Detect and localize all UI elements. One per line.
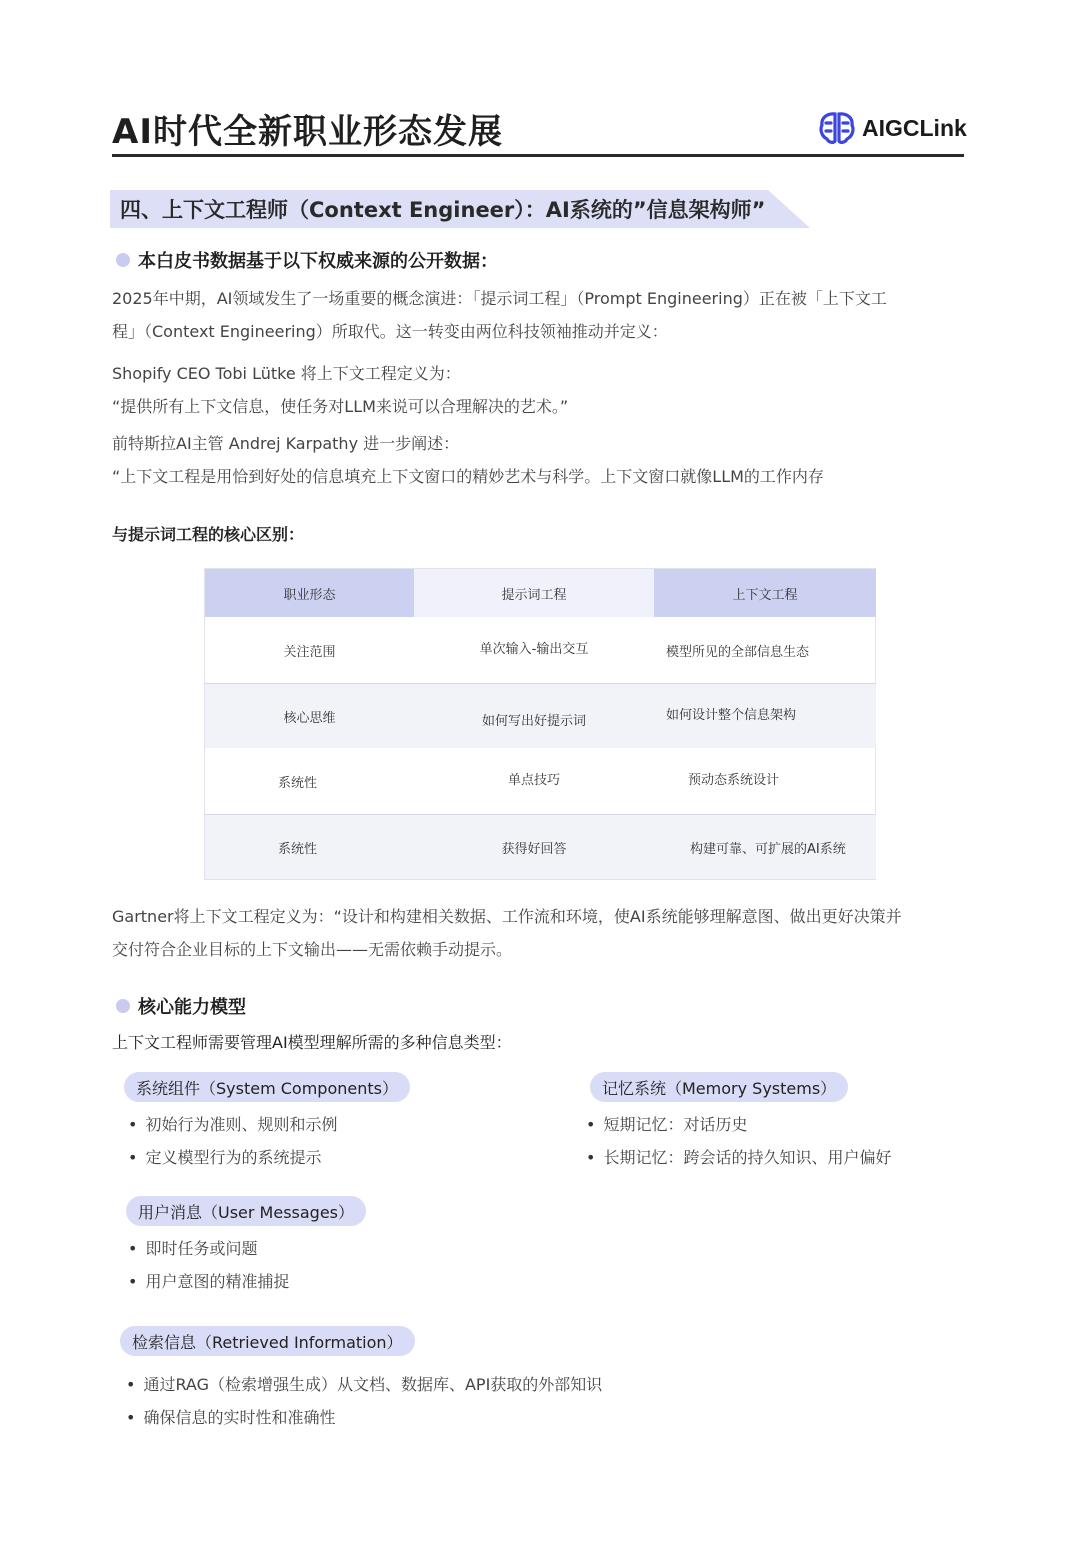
comparison-heading: 与提示词工程的核心区别：	[112, 525, 305, 544]
category-pill: 用户消息（User Messages）	[126, 1196, 366, 1226]
list-item: • 定义模型行为的系统提示	[128, 1145, 321, 1168]
category-pill: 记忆系统（Memory Systems）	[590, 1072, 848, 1102]
table-cell: 预动态系统设计	[688, 772, 780, 788]
table-header-cell: 提示词工程	[414, 569, 654, 617]
bullet-dot-icon	[116, 253, 130, 267]
sources-heading	[116, 247, 498, 273]
list-item: • 确保信息的实时性和准确性	[126, 1405, 335, 1428]
table-cell: 获得好回答	[414, 815, 654, 879]
capability-heading	[116, 993, 246, 1019]
list-item: • 即时任务或问题	[128, 1236, 257, 1259]
logo-text: AIGCLink	[862, 114, 967, 141]
table-cell: 如何设计整个信息架构	[654, 684, 876, 748]
gartner-line: Gartner将上下文工程定义为：“设计和构建相关数据、工作流和环境，使AI系统能够理解意图、做出更好决策并	[112, 907, 902, 926]
header-divider	[112, 154, 964, 157]
shopify-line: Shopify CEO Tobi Lütke 将上下文工程定义为：	[112, 364, 461, 383]
shopify-quote: “提供所有上下文信息，使任务对LLM来说可以合理解决的艺术。”	[112, 397, 569, 416]
gartner-line: 交付符合企业目标的上下文输出——无需依赖手动提示。	[112, 940, 513, 959]
table-cell: 如何写出好提示词	[414, 684, 654, 748]
brand-logo	[818, 108, 967, 148]
table-cell: 单点技巧	[507, 772, 560, 788]
table-cell: 系统性	[277, 775, 317, 791]
list-item: • 短期记忆：对话历史	[586, 1112, 747, 1135]
bullet-dot-icon	[116, 999, 130, 1013]
karpathy-line: 前特斯拉AI主管 Andrej Karpathy 进一步阐述：	[112, 434, 460, 453]
list-item: • 长期记忆：跨会话的持久知识、用户偏好	[586, 1145, 891, 1168]
brain-logo-icon	[818, 110, 856, 146]
table-cell: 系统性	[205, 815, 414, 879]
table-cell: 构建可靠、可扩展的AI系统	[654, 815, 876, 879]
table-cell: 单次输入-输出交互	[479, 641, 589, 657]
capability-heading-text: 核心能力模型	[138, 997, 246, 1018]
category-pill: 系统组件（System Components）	[124, 1072, 410, 1102]
list-item: • 用户意图的精准捕捉	[128, 1269, 289, 1292]
table-header-cell: 职业形态	[205, 569, 414, 617]
comparison-table	[204, 568, 876, 880]
category-pill: 检索信息（Retrieved Information）	[120, 1326, 415, 1356]
sources-heading-text: 本白皮书数据基于以下权威来源的公开数据：	[138, 251, 498, 272]
karpathy-quote: “上下文工程是用恰到好处的信息填充上下文窗口的精妙艺术与科学。上下文窗口就像LLM的工作内存	[112, 467, 824, 486]
capability-intro: 上下文工程师需要管理AI模型理解所需的多种信息类型：	[112, 1033, 512, 1052]
section-title: 四、上下文工程师（Context Engineer）：AI系统的”信息架构师”	[120, 198, 766, 222]
list-item: • 通过RAG（检索增强生成）从文档、数据库、API获取的外部知识	[126, 1372, 602, 1395]
table-header-cell: 上下文工程	[654, 569, 876, 617]
table-cell: 核心思维	[205, 684, 414, 748]
table-cell: 关注范围	[283, 644, 336, 660]
page-title: AI时代全新职业形态发展	[112, 112, 503, 152]
list-item: • 初始行为准则、规则和示例	[128, 1112, 337, 1135]
para-line: 2025年中期，AI领域发生了一场重要的概念演进：「提示词工程」（Prompt Engineering）正在被「上下文工	[112, 289, 887, 308]
para-line: 程」（Context Engineering）所取代。这一转变由两位科技领袖推动并定义：	[112, 322, 668, 341]
table-cell: 模型所见的全部信息生态	[666, 644, 810, 660]
